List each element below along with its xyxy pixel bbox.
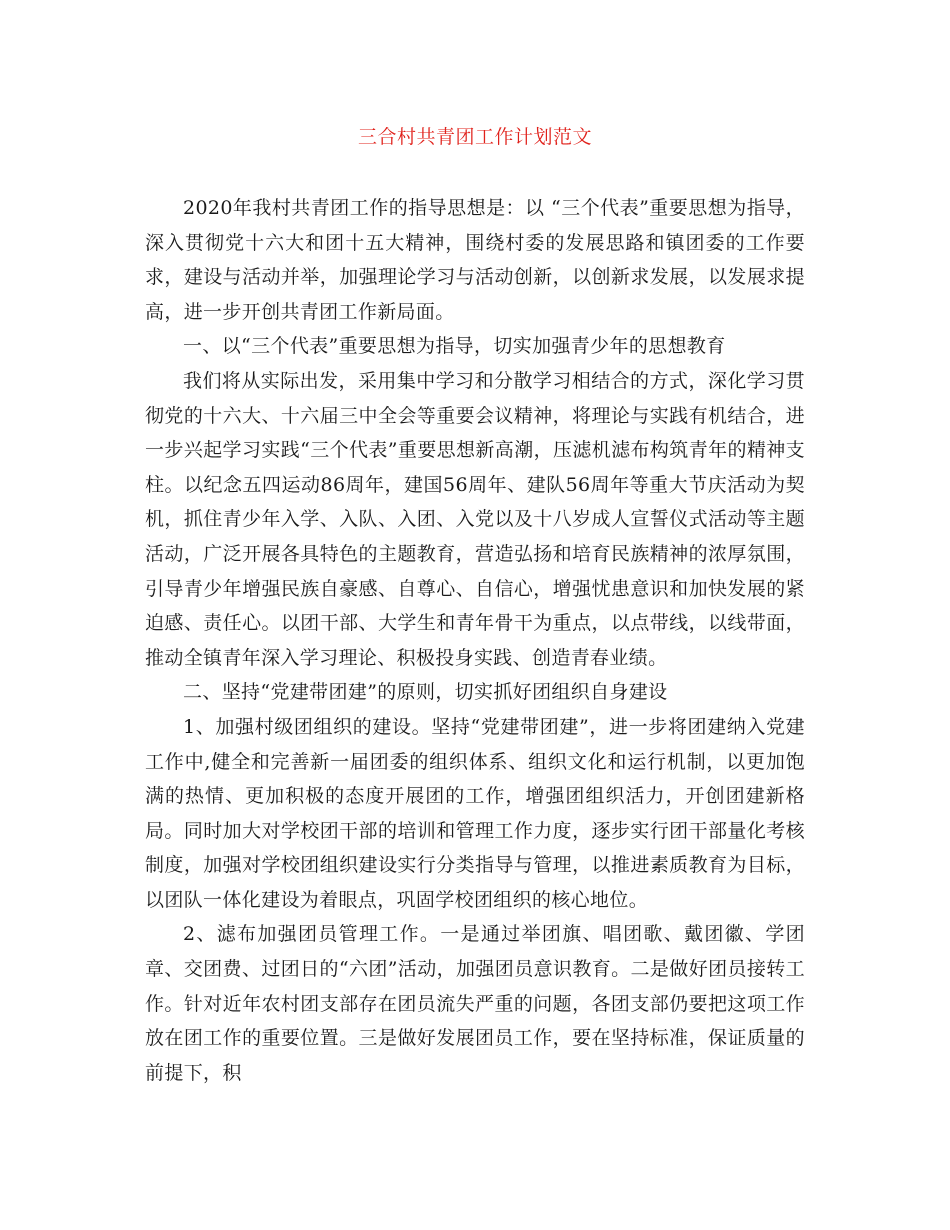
section-heading-1: 一、以“三个代表”重要思想为指导，切实加强青少年的思想教育 xyxy=(183,335,726,358)
paragraph-member-management: 2、滤布加强团员管理工作。一是通过举团旗、唱团歌、戴团徽、学团章、交团费、过团日的“六团”活动，加强团员意识教育。二是做好团员接转工作。针对近年农村团支部存在团员流失严重的问题，各团支部仍要把这项工作放在团工作的重要位置。三是做好发展团员工作，要在坚持标准，保证质量的前提下，积 xyxy=(145,923,805,1084)
document-title: 三合村共青团工作计划范文 xyxy=(357,126,592,148)
paragraph-ideological-education: 我们将从实际出发，采用集中学习和分散学习相结合的方式，深化学习贯彻党的十六大、十六届三中全会等重要会议精神，将理论与实践有机结合，进一步兴起学习实践“三个代表”重要思想新高潮，压滤机滤布构筑青年的精神支柱。以纪念五四运动86周年，建国56周年、建队56周年等重大节庆活动为契机，抓住青少年入学、入队、入团、入党以及十八岁成人宣誓仪式活动等主题活动，广泛开展各具特色的主题教育，营造弘扬和培育民族精神的浓厚氛围，引导青少年增强民族自豪感、自尊心、自信心，增强忧患意识和加快发展的紧迫感、责任心。以团干部、大学生和青年骨干为重点，以点带线，以线带面，推动全镇青年深入学习理论、积极投身实践、创造青春业绩。 xyxy=(145,369,805,669)
section-heading-2: 二、坚持“党建带团建”的原则，切实抓好团组织自身建设 xyxy=(183,681,668,704)
paragraph-guiding-thought: 2020年我村共青团工作的指导思想是：以 “三个代表”重要思想为指导，深入贯彻党十六大和团十五大精神，围绕村委的发展思路和镇团委的工作要求，建设与活动并举，加强理论学习与活动创新，以创新求发展，以发展求提高，进一步开创共青团工作新局面。 xyxy=(145,197,805,323)
document-body xyxy=(145,191,805,1090)
paragraph-village-league-organization: 1、加强村级团组织的建设。坚持“党建带团建”，进一步将团建纳入党建工作中,健全和完善新一届团委的组织体系、组织文化和运行机制，以更加饱满的热情、更加积极的态度开展团的工作，增强团组织活力，开创团建新格局。同时加大对学校团干部的培训和管理工作力度，逐步实行团干部量化考核制度，加强对学校团组织建设实行分类指导与管理，以推进素质教育为目标，以团队一体化建设为着眼点，巩固学校团组织的核心地位。 xyxy=(145,715,805,911)
